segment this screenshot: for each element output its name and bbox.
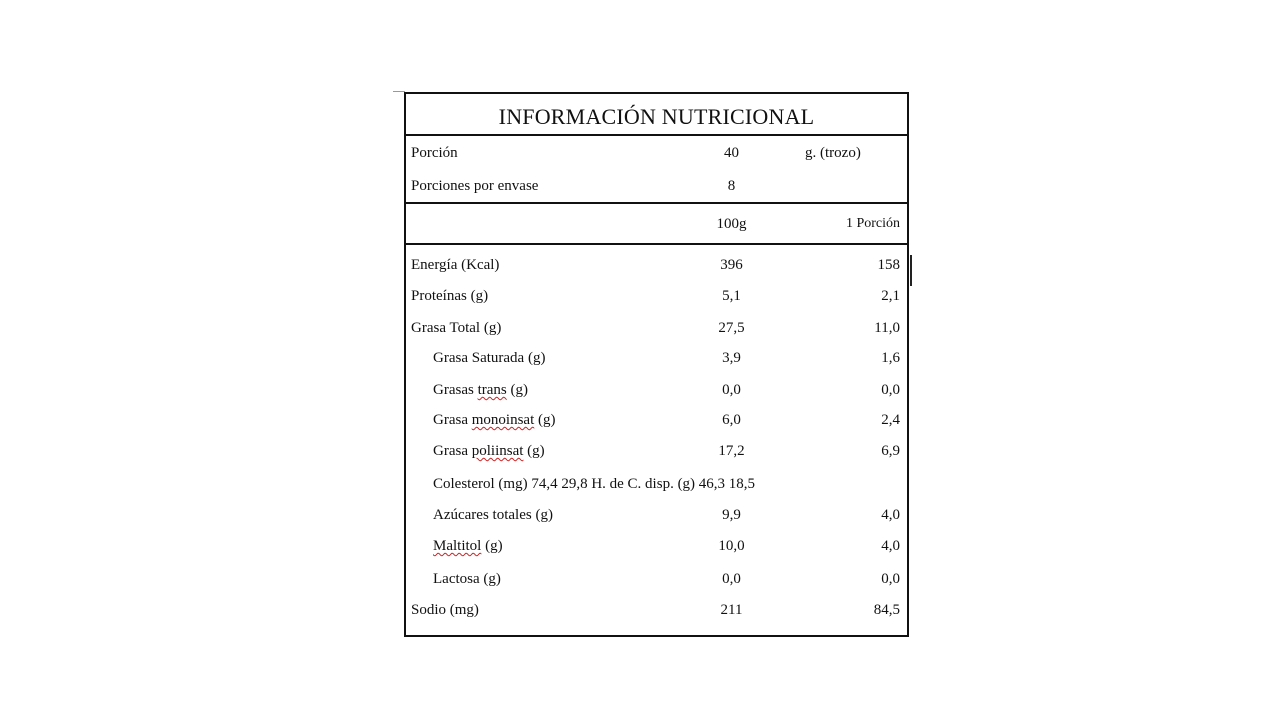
label-text: Grasa — [433, 443, 472, 459]
spellcheck-word: Maltitol — [433, 538, 482, 554]
nutrient-value-100g: 0,0 — [722, 571, 741, 587]
nutrient-value-portion: 0,0 — [881, 382, 900, 398]
spellcheck-word: trans — [477, 382, 507, 398]
nutrient-value-100g: 5,1 — [722, 288, 741, 304]
nutrient-row-colesterol — [406, 476, 907, 502]
column-header-row — [406, 216, 907, 242]
nutrient-value-100g: 9,9 — [722, 507, 741, 523]
nutrient-value-portion: 84,5 — [873, 602, 900, 618]
nutrient-value-100g: 0,0 — [722, 382, 741, 398]
servings-per-pack-row — [406, 178, 907, 204]
spellcheck-word: poliinsat — [471, 443, 524, 459]
nutrient-value-portion: 0,0 — [881, 571, 900, 587]
nutrient-value-100g: 6,0 — [722, 412, 741, 428]
nutrient-row-azucares — [406, 507, 907, 533]
nutrient-value-100g: 211 — [720, 602, 743, 618]
label-text: (g) — [534, 412, 556, 428]
nutrient-value-portion: 2,4 — [881, 412, 900, 428]
nutrient-label: Grasa Total (g) — [411, 320, 502, 336]
nutrient-row-grasa-monoinsat — [406, 412, 907, 438]
nutrient-label — [433, 382, 528, 399]
nutrient-row-grasa-total — [406, 320, 907, 346]
nutrient-value-portion: 4,0 — [881, 538, 900, 554]
label-text: Grasas — [433, 382, 478, 398]
servings-per-pack-label: Porciones por envase — [411, 178, 539, 194]
serving-label: Porción — [411, 145, 458, 161]
nutrient-label: Proteínas (g) — [411, 288, 489, 304]
nutrient-row-grasas-trans — [406, 382, 907, 408]
label-text: Grasa — [433, 412, 472, 428]
nutrient-value-100g: 3,9 — [722, 350, 741, 366]
label-text: (g) — [523, 443, 545, 459]
nutrient-value-100g: 27,5 — [718, 320, 745, 336]
nutrient-value-portion: 11,0 — [874, 320, 900, 336]
text-cursor — [910, 255, 912, 286]
serving-row — [406, 145, 907, 171]
spellcheck-word: monoinsat — [471, 412, 535, 428]
nutrient-label: Sodio (mg) — [411, 602, 479, 618]
nutrient-value-portion: 4,0 — [881, 507, 900, 523]
nutrient-label: Azúcares totales (g) — [433, 507, 553, 523]
nutrient-row-maltitol — [406, 538, 907, 564]
nutrient-value-100g: 396 — [720, 257, 743, 273]
nutrient-label: Lactosa (g) — [433, 571, 501, 587]
nutrient-label — [433, 412, 555, 429]
serving-value: 40 — [724, 145, 739, 161]
divider — [406, 243, 907, 245]
nutrient-row-sodio — [406, 602, 907, 628]
nutrient-label: Grasa Saturada (g) — [433, 350, 546, 366]
nutrient-value-100g: 10,0 — [718, 538, 745, 554]
nutrient-row-grasa-saturada — [406, 350, 907, 376]
panel-title: INFORMACIÓN NUTRICIONAL — [406, 94, 907, 136]
servings-per-pack-value: 8 — [727, 178, 736, 194]
nutrient-row-proteinas — [406, 288, 907, 314]
nutrient-label: Energía (Kcal) — [411, 257, 500, 273]
nutrient-value-portion: 2,1 — [881, 288, 900, 304]
serving-unit: g. (trozo) — [805, 145, 861, 161]
label-text: (g) — [481, 538, 503, 554]
divider — [406, 202, 907, 204]
label-text: (g) — [506, 382, 528, 398]
nutrient-row-energia — [406, 257, 907, 283]
column-per-100g: 100g — [716, 216, 747, 232]
nutrient-value-portion: 6,9 — [881, 443, 900, 459]
nutrition-facts-panel — [404, 92, 909, 637]
nutrient-row-lactosa — [406, 571, 907, 597]
nutrient-row-grasa-poliinsat — [406, 443, 907, 469]
nutrient-label: Colesterol (mg) 74,4 29,8 H. de C. disp. (g) 46,3 18,5 — [433, 476, 756, 492]
nutrient-label — [433, 538, 503, 555]
nutrient-value-portion: 1,6 — [881, 350, 900, 366]
nutrient-value-100g: 17,2 — [718, 443, 745, 459]
column-per-portion: 1 Porción — [845, 216, 900, 231]
nutrient-label — [433, 443, 545, 460]
nutrient-value-portion: 158 — [877, 257, 900, 273]
